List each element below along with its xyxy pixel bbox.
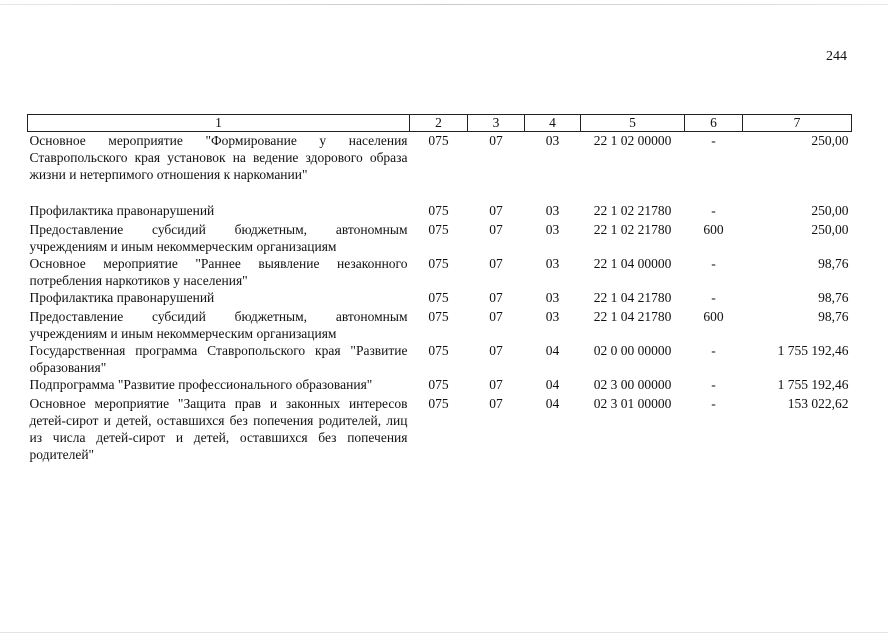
header-col-1: 1 — [28, 115, 410, 132]
page-number: 244 — [826, 49, 847, 64]
row-col-5: 22 1 02 00000 — [593, 133, 672, 148]
row-col-6: - — [711, 396, 716, 411]
header-col-5: 5 — [581, 115, 685, 132]
table-row — [28, 289, 852, 308]
row-name: Предоставление субсидий бюджетным, автономным учреждениям и иным некоммерческим организациям — [29, 309, 408, 341]
row-col-2: 075 — [428, 309, 449, 324]
header-col-2: 2 — [410, 115, 468, 132]
row-col-3: 07 — [489, 309, 503, 324]
row-col-4: 03 — [545, 309, 560, 324]
row-col-6: - — [711, 256, 716, 271]
row-col-7: 98,76 — [818, 309, 849, 324]
row-col-2: 075 — [428, 256, 449, 271]
row-col-2: 075 — [428, 133, 449, 148]
row-col-5: 22 1 04 21780 — [593, 309, 672, 324]
row-col-5: 22 1 04 21780 — [593, 290, 672, 305]
row-col-4: 03 — [545, 222, 560, 237]
table-row — [28, 255, 852, 289]
row-col-7: 98,76 — [818, 256, 849, 271]
row-col-2: 075 — [428, 377, 449, 392]
row-name: Профилактика правонарушений — [29, 203, 215, 218]
budget-table — [27, 114, 852, 463]
row-col-2: 075 — [428, 396, 449, 411]
row-col-7: 98,76 — [818, 290, 849, 305]
row-col-2: 075 — [428, 290, 449, 305]
row-name: Предоставление субсидий бюджетным, автономным учреждениям и иным некоммерческим организациям — [29, 222, 408, 254]
row-col-4: 04 — [545, 396, 560, 411]
row-col-5: 02 0 00 00000 — [593, 343, 672, 358]
row-col-3: 07 — [489, 396, 503, 411]
row-col-4: 03 — [545, 133, 560, 148]
row-col-7: 250,00 — [811, 203, 849, 218]
row-col-7: 250,00 — [811, 222, 849, 237]
table-row — [28, 202, 852, 221]
row-col-6: - — [711, 133, 716, 148]
row-col-3: 07 — [489, 343, 503, 358]
row-col-7: 1 755 192,46 — [777, 377, 849, 392]
row-col-7: 250,00 — [811, 133, 849, 148]
row-col-3: 07 — [489, 133, 503, 148]
scan-edge-bottom — [0, 632, 888, 633]
row-col-6: - — [711, 203, 716, 218]
row-col-5: 22 1 02 21780 — [593, 222, 672, 237]
row-col-2: 075 — [428, 343, 449, 358]
header-row — [28, 115, 852, 132]
row-col-2: 075 — [428, 203, 449, 218]
row-col-5: 22 1 02 21780 — [593, 203, 672, 218]
spacer-row — [28, 183, 852, 202]
row-name: Основное мероприятие "Раннее выявление незаконного потребления наркотиков у населения" — [29, 256, 408, 288]
row-col-3: 07 — [489, 256, 503, 271]
row-col-6: - — [711, 290, 716, 305]
row-col-4: 03 — [545, 256, 560, 271]
row-col-4: 04 — [545, 343, 560, 358]
row-col-3: 07 — [489, 377, 503, 392]
header-col-7: 7 — [743, 115, 852, 132]
row-col-6: - — [711, 377, 716, 392]
row-col-6: 600 — [703, 309, 724, 324]
row-col-4: 03 — [545, 203, 560, 218]
table-row — [28, 132, 852, 184]
row-name: Подпрограмма "Развитие профессионального образования" — [29, 377, 373, 392]
row-col-3: 07 — [489, 203, 503, 218]
table-row — [28, 376, 852, 395]
table-row — [28, 308, 852, 342]
table-row — [28, 342, 852, 376]
row-col-7: 1 755 192,46 — [777, 343, 849, 358]
row-col-4: 04 — [545, 377, 560, 392]
row-name: Профилактика правонарушений — [29, 290, 215, 305]
header-col-3: 3 — [468, 115, 525, 132]
row-col-2: 075 — [428, 222, 449, 237]
row-col-7: 153 022,62 — [787, 396, 849, 411]
row-col-3: 07 — [489, 290, 503, 305]
table-row — [28, 221, 852, 255]
row-col-6: 600 — [703, 222, 724, 237]
row-col-5: 02 3 01 00000 — [593, 396, 672, 411]
row-col-3: 07 — [489, 222, 503, 237]
row-col-5: 02 3 00 00000 — [593, 377, 672, 392]
row-name: Основное мероприятие "Формирование у населения Ставропольского края установок на ведение здорового образа жизни и нетерпимого отношения к наркомании" — [29, 133, 408, 182]
row-col-6: - — [711, 343, 716, 358]
row-name: Основное мероприятие "Защита прав и законных интересов детей-сирот и детей, оставшихся без попечения родителей, лиц из числа детей-сирот и детей, оставшихся без попечения родителей" — [29, 396, 408, 462]
row-col-5: 22 1 04 00000 — [593, 256, 672, 271]
row-col-4: 03 — [545, 290, 560, 305]
header-col-4: 4 — [525, 115, 581, 132]
table-row — [28, 395, 852, 463]
row-name: Государственная программа Ставропольского края "Развитие образования" — [29, 343, 408, 375]
header-col-6: 6 — [685, 115, 743, 132]
scan-edge-top — [0, 4, 888, 5]
